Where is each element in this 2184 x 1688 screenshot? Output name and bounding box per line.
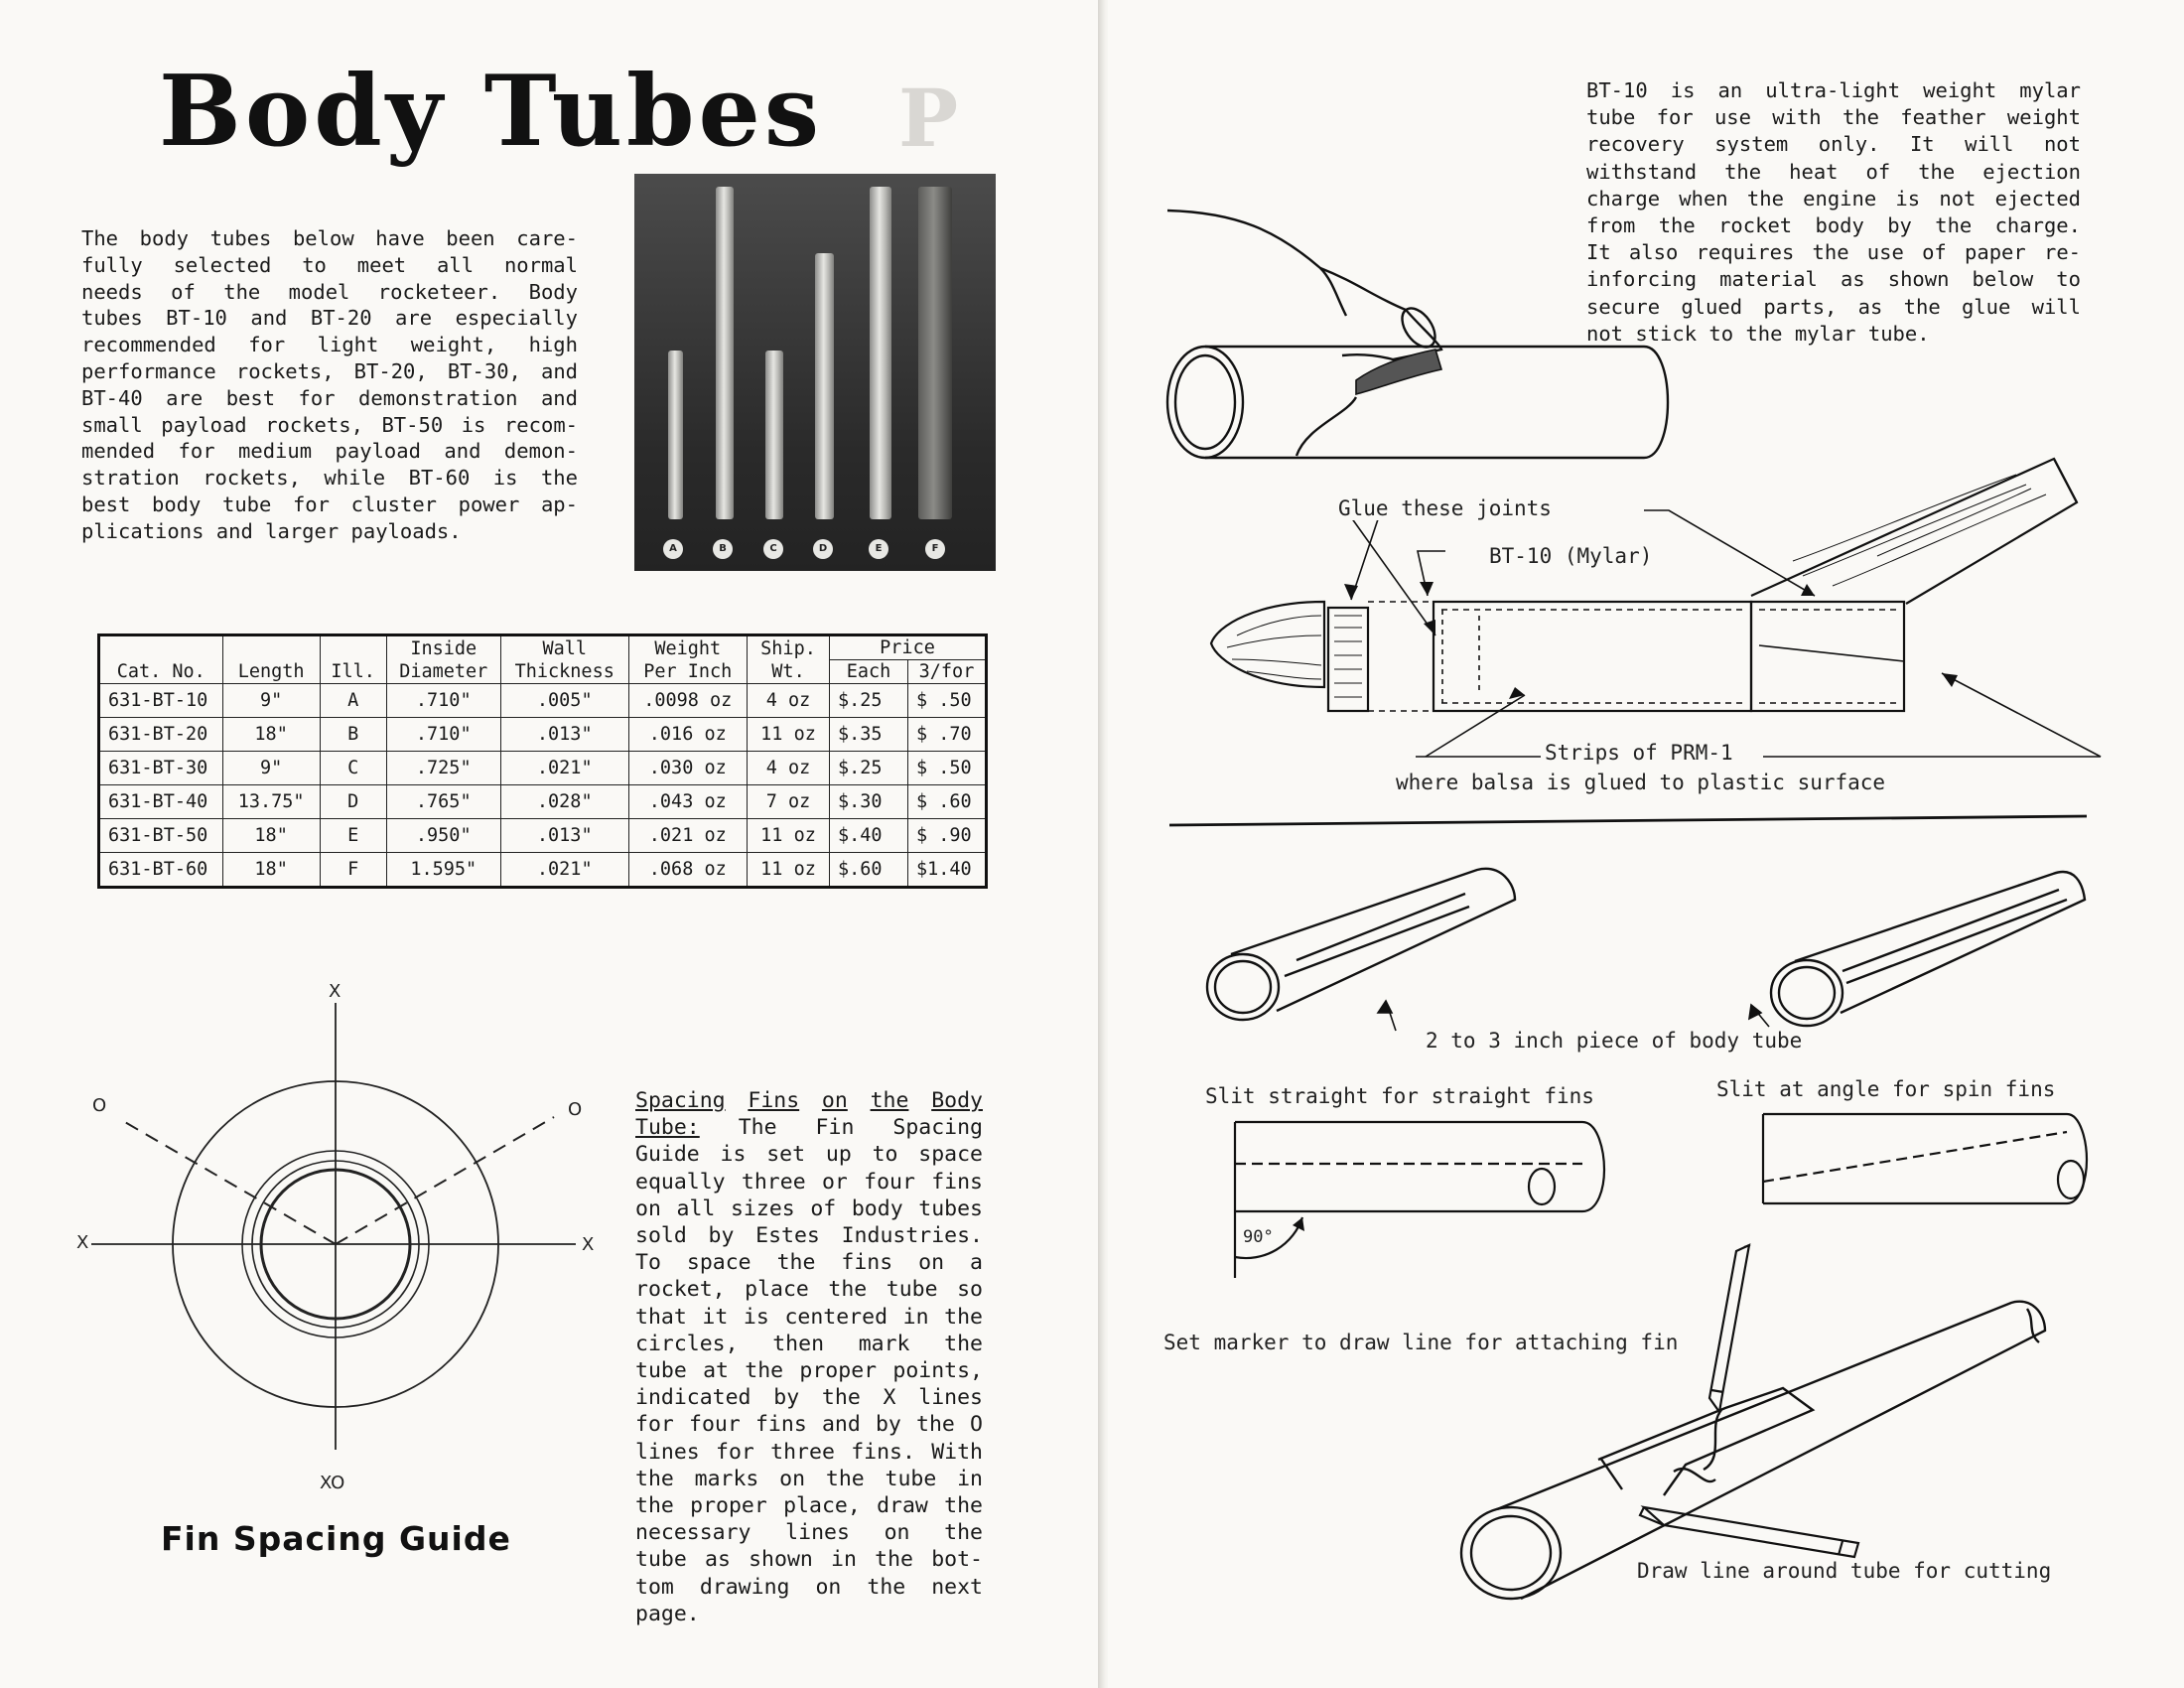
page-title: Body Tubes bbox=[159, 55, 824, 169]
cell-wall: .013" bbox=[500, 819, 628, 853]
label-slit-angle: Slit at angle for spin fins bbox=[1716, 1077, 2056, 1101]
spacing-heading-word: the bbox=[870, 1088, 909, 1113]
col-price: Price bbox=[830, 635, 987, 660]
col-length: Length bbox=[222, 635, 320, 684]
piece-leaders bbox=[1378, 1001, 1769, 1031]
cell-cat: 631-BT-30 bbox=[99, 752, 223, 785]
cell-three: $1.40 bbox=[907, 853, 986, 888]
leader-lines bbox=[1346, 510, 2101, 757]
tube-b-image bbox=[716, 187, 734, 519]
sandpaper-tube-drawing bbox=[1167, 211, 1668, 458]
cell-length: 18" bbox=[222, 718, 320, 752]
cell-ship: 7 oz bbox=[748, 785, 830, 819]
spacing-line: rocket, place the tube so bbox=[635, 1277, 983, 1303]
cell-cat: 631-BT-50 bbox=[99, 819, 223, 853]
cell-weight: .043 oz bbox=[628, 785, 747, 819]
tube-piece-straight-slit bbox=[1207, 869, 1515, 1020]
intro-line: small payload rockets, BT-50 is recom- bbox=[81, 412, 578, 437]
bt10-note-line: charge when the engine is not ejected bbox=[1586, 186, 2081, 211]
table-row bbox=[99, 684, 987, 718]
cell-ill: B bbox=[320, 718, 386, 752]
photo-label: B bbox=[713, 539, 733, 559]
cell-ill: C bbox=[320, 752, 386, 785]
cell-three: $ .60 bbox=[907, 785, 986, 819]
spacing-line: equally three or four fins bbox=[635, 1169, 983, 1195]
spacing-heading-word: Spacing bbox=[635, 1088, 726, 1113]
spacing-line: circles, then mark the bbox=[635, 1331, 983, 1356]
table-row bbox=[99, 752, 987, 785]
bt10-note-line: recovery system only. It will not bbox=[1586, 132, 2081, 157]
upper-pencil bbox=[1709, 1245, 1750, 1412]
cell-wall: .021" bbox=[500, 853, 628, 888]
spacing-line: the proper place, draw the bbox=[635, 1493, 983, 1519]
intro-line: BT-40 are best for demonstration and bbox=[81, 385, 578, 410]
cell-weight: .030 oz bbox=[628, 752, 747, 785]
spacing-line-rest: The Fin Spacing bbox=[738, 1115, 983, 1141]
spacing-line: To space the fins on a bbox=[635, 1250, 983, 1276]
axis-label-o-left: O bbox=[92, 1095, 107, 1116]
cell-three: $ .70 bbox=[907, 718, 986, 752]
table-row bbox=[99, 819, 987, 853]
cell-cat: 631-BT-20 bbox=[99, 718, 223, 752]
photo-label: A bbox=[663, 539, 683, 559]
cell-three: $ .50 bbox=[907, 752, 986, 785]
col-ill: Ill. bbox=[320, 635, 386, 684]
spacing-line: for four fins and by the O bbox=[635, 1412, 983, 1438]
balsa-stick-drawing bbox=[1751, 459, 2077, 604]
cell-id: 1.595" bbox=[386, 853, 500, 888]
fin-spacing-guide-diagram bbox=[69, 978, 606, 1504]
label-where-balsa: where balsa is glued to plastic surface bbox=[1396, 771, 1886, 794]
label-set-marker: Set marker to draw line for attaching fin bbox=[1163, 1331, 1679, 1354]
spacing-line: the marks on the tube in bbox=[635, 1466, 983, 1491]
col-price-each: Each bbox=[830, 660, 908, 684]
cell-each: $.25 bbox=[830, 684, 908, 718]
cell-ship: 4 oz bbox=[748, 684, 830, 718]
intro-line: The body tubes below have been care- bbox=[81, 226, 578, 250]
cell-length: 13.75" bbox=[222, 785, 320, 819]
col-cat-no: Cat. No. bbox=[99, 635, 223, 684]
fin-spacing-guide-title: Fin Spacing Guide bbox=[161, 1519, 511, 1558]
col-ship-wt: Ship. Wt. bbox=[748, 635, 830, 684]
spacing-heading-line bbox=[635, 1087, 983, 1114]
tube-piece-angled-slit bbox=[1771, 872, 2085, 1026]
label-tube-piece: 2 to 3 inch piece of body tube bbox=[1426, 1029, 1803, 1053]
spacing-line: on all sizes of body tubes bbox=[635, 1196, 983, 1221]
label-bt10-mylar: BT-10 (Mylar) bbox=[1485, 544, 1656, 568]
cell-ill: E bbox=[320, 819, 386, 853]
slit-straight-drawing bbox=[1235, 1122, 1604, 1278]
intro-line: mended for medium payload and demon- bbox=[81, 439, 578, 464]
cell-ship: 11 oz bbox=[748, 853, 830, 888]
col-weight: Weight Per Inch bbox=[628, 635, 747, 684]
photo-label: F bbox=[925, 539, 945, 559]
cell-three: $ .50 bbox=[907, 684, 986, 718]
mylar-rocket-drawing bbox=[1211, 602, 1904, 711]
cell-weight: .068 oz bbox=[628, 853, 747, 888]
table-row bbox=[99, 853, 987, 888]
cell-wall: .005" bbox=[500, 684, 628, 718]
spacing-line: tube as shown in the bot- bbox=[635, 1547, 983, 1573]
intro-line: plications and larger payloads. bbox=[81, 518, 462, 543]
cell-each: $.25 bbox=[830, 752, 908, 785]
cell-wall: .013" bbox=[500, 718, 628, 752]
axis-label-x-right: X bbox=[582, 1234, 595, 1255]
cell-length: 9" bbox=[222, 752, 320, 785]
cell-length: 18" bbox=[222, 853, 320, 888]
col-inside-diameter: Inside Diameter bbox=[386, 635, 500, 684]
col-wall-thickness: Wall Thickness bbox=[500, 635, 628, 684]
cell-each: $.35 bbox=[830, 718, 908, 752]
cell-id: .710" bbox=[386, 718, 500, 752]
label-glue-joints: Glue these joints bbox=[1334, 496, 1556, 520]
spacing-line: tom drawing on the next bbox=[635, 1574, 983, 1600]
cell-ship: 4 oz bbox=[748, 752, 830, 785]
intro-line: recommended for light weight, high bbox=[81, 333, 578, 357]
spacing-fins-paragraph bbox=[635, 1087, 983, 1627]
cell-weight: .0098 oz bbox=[628, 684, 747, 718]
bt10-note-line: tube for use with the feather weight bbox=[1586, 105, 2081, 130]
bt10-note-line: not stick to the mylar tube. bbox=[1586, 321, 1930, 346]
spacing-line: sold by Estes Industries. bbox=[635, 1223, 983, 1249]
cell-id: .710" bbox=[386, 684, 500, 718]
cell-id: .765" bbox=[386, 785, 500, 819]
cell-ill: D bbox=[320, 785, 386, 819]
bt10-note-line: inforcing material as shown below to bbox=[1586, 267, 2081, 292]
cell-id: .950" bbox=[386, 819, 500, 853]
table-header-row bbox=[99, 635, 987, 660]
spacing-line: lines for three fins. With bbox=[635, 1439, 983, 1465]
table-row bbox=[99, 785, 987, 819]
cell-cat: 631-BT-60 bbox=[99, 853, 223, 888]
tube-f-image bbox=[918, 187, 952, 519]
axis-label-xo: XO bbox=[320, 1473, 345, 1493]
cell-ill: F bbox=[320, 853, 386, 888]
photo-label: C bbox=[763, 539, 783, 559]
spacing-heading-line-2 bbox=[635, 1114, 983, 1141]
arrowheads bbox=[1344, 582, 1958, 699]
spacing-heading-word: Fins bbox=[748, 1088, 800, 1113]
intro-paragraph bbox=[81, 225, 578, 545]
assembly-illustrations bbox=[1108, 0, 2184, 1688]
label-draw-line: Draw line around tube for cutting bbox=[1637, 1559, 2052, 1583]
cell-ship: 11 oz bbox=[748, 819, 830, 853]
label-right-angle: 90° bbox=[1243, 1227, 1274, 1247]
photo-label: D bbox=[813, 539, 833, 559]
spacing-line: tube at the proper points, bbox=[635, 1358, 983, 1384]
angle-arrow bbox=[1293, 1217, 1304, 1231]
label-slit-straight: Slit straight for straight fins bbox=[1205, 1084, 1594, 1108]
slit-angle-drawing bbox=[1763, 1114, 2087, 1203]
body-tubes-photo bbox=[634, 174, 996, 571]
cell-wall: .028" bbox=[500, 785, 628, 819]
col-price-three: 3/for bbox=[907, 660, 986, 684]
intro-line: performance rockets, BT-20, BT-30, and bbox=[81, 358, 578, 383]
right-page bbox=[1108, 0, 2184, 1688]
cell-each: $.40 bbox=[830, 819, 908, 853]
bt10-note-line: withstand the heat of the ejection bbox=[1586, 159, 2081, 184]
cell-length: 9" bbox=[222, 684, 320, 718]
spacing-heading-word: Tube: bbox=[635, 1115, 700, 1141]
spacing-line: necessary lines on the bbox=[635, 1520, 983, 1546]
cell-ship: 11 oz bbox=[748, 718, 830, 752]
axis-label-x-top: X bbox=[329, 981, 341, 1002]
spacing-heading-word: Body bbox=[931, 1088, 983, 1113]
axis-label-x-left: X bbox=[76, 1232, 89, 1253]
cell-each: $.60 bbox=[830, 853, 908, 888]
lower-pencil bbox=[1640, 1507, 1858, 1557]
intro-line: tubes BT-10 and BT-20 are especially bbox=[81, 306, 578, 331]
spacing-line: page. bbox=[635, 1601, 700, 1626]
cell-wall: .021" bbox=[500, 752, 628, 785]
cell-length: 18" bbox=[222, 819, 320, 853]
bt10-note-line: It also requires the use of paper re- bbox=[1586, 240, 2081, 265]
bleed-through-mark: P bbox=[898, 71, 959, 165]
spacing-line: Guide is set up to space bbox=[635, 1142, 983, 1168]
cell-cat: 631-BT-40 bbox=[99, 785, 223, 819]
intro-line: needs of the model rocketeer. Body bbox=[81, 279, 578, 304]
bt10-note-line: BT-10 is an ultra-light weight mylar bbox=[1586, 78, 2081, 102]
tube-e-image bbox=[870, 187, 891, 519]
tube-a-image bbox=[668, 351, 683, 519]
tube-c-image bbox=[765, 351, 783, 519]
cell-three: $ .90 bbox=[907, 819, 986, 853]
intro-line: fully selected to meet all normal bbox=[81, 252, 578, 277]
body-tube-spec-table bbox=[97, 633, 988, 889]
bt10-note-line: secure glued parts, as the glue will bbox=[1586, 294, 2081, 319]
label-strips: Strips of PRM-1 bbox=[1541, 741, 1737, 765]
cell-each: $.30 bbox=[830, 785, 908, 819]
cell-cat: 631-BT-10 bbox=[99, 684, 223, 718]
cell-ill: A bbox=[320, 684, 386, 718]
cell-id: .725" bbox=[386, 752, 500, 785]
cell-weight: .021 oz bbox=[628, 819, 747, 853]
spacing-line: indicated by the X lines bbox=[635, 1385, 983, 1411]
intro-line: stration rockets, while BT-60 is the bbox=[81, 466, 578, 491]
cell-weight: .016 oz bbox=[628, 718, 747, 752]
spacing-line: that it is centered in the bbox=[635, 1304, 983, 1330]
spacing-heading-word: on bbox=[821, 1088, 848, 1113]
tube-d-image bbox=[815, 253, 834, 519]
photo-label: E bbox=[869, 539, 888, 559]
bt10-note-line: from the rocket body by the charge. bbox=[1586, 213, 2081, 238]
section-divider bbox=[1169, 816, 2087, 825]
intro-line: best body tube for cluster power ap- bbox=[81, 492, 578, 516]
table-row bbox=[99, 718, 987, 752]
axis-label-o-right: O bbox=[568, 1099, 583, 1120]
